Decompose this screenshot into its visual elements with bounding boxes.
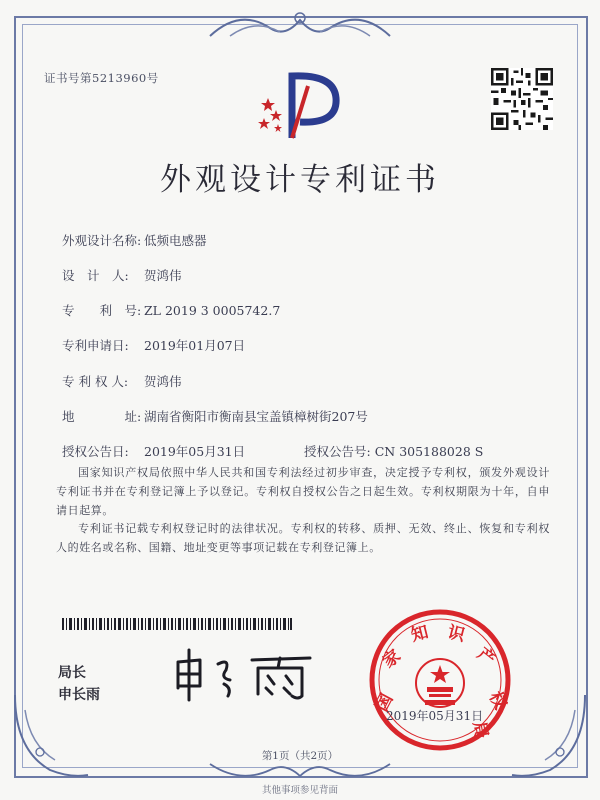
grant-number-label: 授权公告号: <box>304 444 371 459</box>
seal-date: 2019年05月31日 <box>386 709 484 723</box>
filing-date-row <box>62 336 245 354</box>
grant-date-row <box>62 442 245 460</box>
qr-code-icon <box>491 68 553 130</box>
patentee-row <box>62 372 182 390</box>
grant-number-row <box>304 442 483 460</box>
svg-text:识: 识 <box>445 622 467 646</box>
grant-statement: 国家知识产权局依照中华人民共和国专利法经过初步审查，决定授予专利权，颁发外观设计专利证书并在专利登记簿上予以登记。专利权自授权公告之日起生效。专利权期限为十年，自申请日起算。 <box>56 466 550 517</box>
svg-text:局: 局 <box>468 720 492 741</box>
legal-status-statement: 专利证书记载专利权登记时的法律状况。专利权的转移、质押、无效、终止、恢复和专利权人的姓名或名称、国籍、地址变更等事项记载在专利登记簿上。 <box>56 522 550 554</box>
certificate-number: 证书号第5213960号 <box>44 71 159 85</box>
grant-number-value: CN 305188028 S <box>374 444 484 459</box>
grant-date-label: 授权公告日: <box>62 444 129 459</box>
svg-text:产: 产 <box>473 643 499 671</box>
patent-number-label: 专 利 号: <box>62 303 142 318</box>
svg-text:家: 家 <box>379 645 405 673</box>
patent-number-row <box>62 301 280 319</box>
svg-text:权: 权 <box>484 688 511 713</box>
svg-text:国: 国 <box>371 690 398 715</box>
footer-note: 其他事项参见背面 <box>261 785 338 796</box>
address-value: 湖南省衡阳市衡南县宝盖镇樟树街207号 <box>144 409 368 424</box>
director-title: 局长 <box>58 665 86 681</box>
director-name: 申长雨 <box>58 687 100 703</box>
director-signature <box>170 644 320 704</box>
design-name-label: 外观设计名称: <box>62 233 142 248</box>
barcode-icon <box>62 618 292 630</box>
bottom-right-ornament <box>510 690 590 780</box>
designer-label: 设 计 人: <box>62 268 129 283</box>
page-indicator: 第1页（共2页） <box>261 750 339 762</box>
design-name-value: 低频电感器 <box>144 233 207 248</box>
patentee-value: 贺鸿伟 <box>144 374 182 389</box>
certificate-title: 外观设计专利证书 <box>160 162 440 198</box>
cnipa-logo-icon <box>254 66 350 146</box>
filing-date-value: 2019年01月07日 <box>144 338 246 353</box>
patent-number-value: ZL 2019 3 0005742.7 <box>144 303 281 318</box>
address-label: 地 址: <box>62 409 142 424</box>
design-name-row <box>62 231 207 249</box>
patentee-label: 专 利 权 人: <box>62 374 129 389</box>
designer-value: 贺鸿伟 <box>144 268 182 283</box>
svg-text:知: 知 <box>409 622 431 646</box>
address-row <box>62 407 368 425</box>
grant-date-value: 2019年05月31日 <box>144 444 246 459</box>
top-ornament <box>200 6 400 46</box>
filing-date-label: 专利申请日: <box>62 338 129 353</box>
designer-row <box>62 266 182 284</box>
official-seal <box>365 605 515 755</box>
